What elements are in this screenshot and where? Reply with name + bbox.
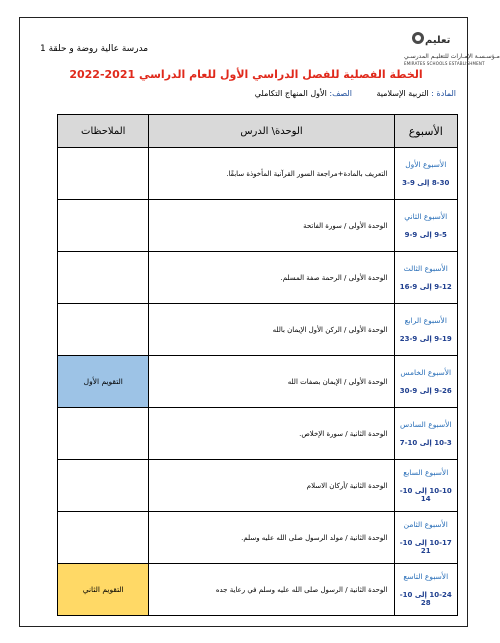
lesson-cell: الوحدة الثانية / سورة الإخلاص.: [149, 408, 394, 460]
week-dates: 9-12 إلى 9-16: [399, 283, 452, 291]
table-row: [58, 252, 458, 304]
week-dates: 9-19 إلى 9-23: [399, 335, 452, 343]
week-cell: [394, 200, 457, 252]
week-dates: 10-10 إلى 10-14: [399, 487, 452, 503]
lesson-cell: الوحدة الثانية /أركان الاسلام: [149, 460, 394, 512]
notes-cell: [58, 148, 149, 200]
table-row: [58, 200, 458, 252]
week-dates: 9-5 إلى 9-9: [404, 231, 447, 239]
notes-cell: [58, 200, 149, 252]
lesson-cell: الوحدة الأولى / الرحمة صفة المسلم.: [149, 252, 394, 304]
header-notes: الملاحظات: [58, 115, 149, 148]
header-week: الأسبوع: [394, 115, 457, 148]
logo-icon: [412, 28, 451, 50]
week-dates: 8-30 إلى 9-3: [402, 179, 450, 187]
notes-cell: [58, 460, 149, 512]
week-name: الأسبوع السابع: [403, 468, 449, 477]
week-dates: 9-26 إلى 9-30: [399, 387, 452, 395]
grade-value: الأول المنهاج التكاملي: [254, 89, 327, 98]
lesson-cell: الوحدة الثانية / الرسول صلى الله عليه وسلم في رعاية جده: [149, 564, 394, 616]
week-cell: [394, 252, 457, 304]
table-row: [58, 460, 458, 512]
week-name: الأسبوع الخامس: [400, 368, 452, 377]
week-name: الأسبوع الثامن: [403, 520, 448, 529]
week-cell: [394, 460, 457, 512]
grade-label: الصف:: [329, 89, 352, 98]
subject-label: المادة :: [431, 89, 456, 98]
grade-group: [255, 89, 352, 98]
notes-cell: [58, 304, 149, 356]
week-cell: [394, 564, 457, 616]
week-name: الأسبوع الثالث: [403, 264, 448, 273]
notes-cell: [58, 408, 149, 460]
table-row: [58, 304, 458, 356]
week-name: الأسبوع الثاني: [404, 212, 448, 221]
notes-cell: [58, 512, 149, 564]
assessment-2-cell: التقويم الثاني: [58, 564, 149, 616]
plan-table: [57, 114, 458, 616]
table-row: [58, 564, 458, 616]
header-lesson: الوحدة\ الدرس: [149, 115, 394, 148]
week-cell: [394, 356, 457, 408]
lesson-cell: الوحدة الأولى / الإيمان بصفات الله: [149, 356, 394, 408]
logo-line-english: EMIRATES SCHOOLS ESTABLISHMENT: [404, 61, 485, 66]
week-cell: [394, 148, 457, 200]
lesson-cell: الوحدة الأولى / الركن الأول الإيمان بالله: [149, 304, 394, 356]
meta-row: [55, 89, 456, 98]
week-dates: 10-17 إلى 10-21: [399, 539, 452, 555]
table-row: [58, 408, 458, 460]
lesson-cell: الوحدة الأولى / سورة الفاتحة: [149, 200, 394, 252]
week-name: الأسبوع الأول: [405, 160, 447, 169]
week-name: الأسبوع التاسع: [403, 572, 449, 581]
assessment-1-cell: التقويم الأول: [58, 356, 149, 408]
lesson-cell: التعريف بالمادة+مراجعة السور القرآنية المأخوذة سابقًا.: [149, 148, 394, 200]
logo-word: تعليم: [425, 35, 451, 46]
week-dates: 10-24 إلى 10-28: [399, 591, 452, 607]
table-header-row: [58, 115, 458, 148]
table-row: [58, 148, 458, 200]
page-title: الخطة الفصلية للفصل الدراسي الأول للعام الدراسي 2021-2022: [69, 68, 423, 81]
table-row: [58, 356, 458, 408]
week-cell: [394, 512, 457, 564]
notes-cell: [58, 252, 149, 304]
table-row: [58, 512, 458, 564]
lesson-cell: الوحدة الثانية / مولد الرسول صلى الله عليه وسلم.: [149, 512, 394, 564]
week-dates: 10-3 إلى 10-7: [399, 439, 452, 447]
subject-value: التربية الإسلامية: [376, 89, 429, 98]
week-name: الأسبوع السادس: [400, 420, 452, 429]
ese-logo: [404, 28, 500, 68]
school-name: مدرسة عالية روضة و حلقة 1: [40, 44, 149, 54]
week-cell: [394, 304, 457, 356]
week-cell: [394, 408, 457, 460]
subject-group: [377, 89, 456, 98]
logo-line-arabic: مـؤسـسـة الإمـارات للتعليـم المدرسـي: [404, 53, 500, 60]
week-name: الأسبوع الرابع: [404, 316, 447, 325]
